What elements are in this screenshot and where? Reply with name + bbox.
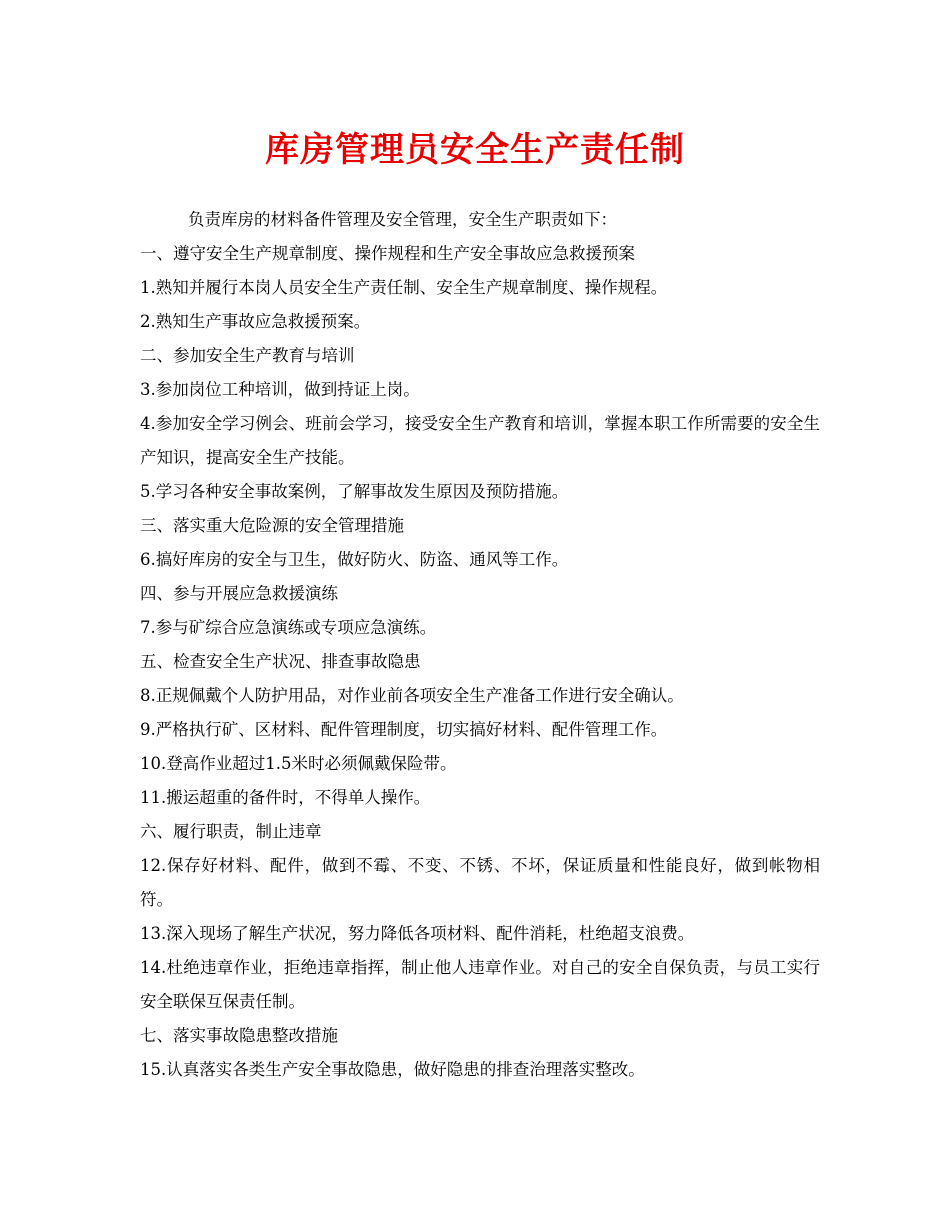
section-heading-2: 二、参加安全生产教育与培训 bbox=[140, 346, 355, 365]
list-item-5: 5.学习各种安全事故案例，了解事故发生原因及预防措施。 bbox=[140, 482, 569, 501]
list-item-11: 11.搬运超重的备件时，不得单人操作。 bbox=[140, 788, 431, 807]
section-heading-4: 四、参与开展应急救援演练 bbox=[140, 584, 338, 603]
list-item-12: 12.保存好材料、配件，做到不霉、不变、不锈、不坏，保证质量和性能良好，做到帐物相符。 bbox=[140, 856, 820, 909]
document-body bbox=[140, 203, 820, 1087]
section-heading-3: 三、落实重大危险源的安全管理措施 bbox=[140, 516, 404, 535]
list-item-8: 8.正规佩戴个人防护用品，对作业前各项安全生产准备工作进行安全确认。 bbox=[140, 686, 684, 705]
list-item-14: 14.杜绝违章作业，拒绝违章指挥，制止他人违章作业。对自己的安全自保负责，与员工实行安全联保互保责任制。 bbox=[140, 958, 820, 1011]
intro-paragraph: 负责库房的材料备件管理及安全管理，安全生产职责如下： bbox=[188, 210, 617, 229]
section-heading-7: 七、落实事故隐患整改措施 bbox=[140, 1026, 338, 1045]
section-heading-6: 六、履行职责，制止违章 bbox=[140, 822, 322, 841]
document-title: 库房管理员安全生产责任制 bbox=[265, 130, 685, 170]
list-item-6: 6.搞好库房的安全与卫生，做好防火、防盗、通风等工作。 bbox=[140, 550, 569, 569]
list-item-1: 1.熟知并履行本岗人员安全生产责任制、安全生产规章制度、操作规程。 bbox=[140, 278, 668, 297]
section-heading-5: 五、检查安全生产状况、排查事故隐患 bbox=[140, 652, 421, 671]
list-item-4: 4.参加安全学习例会、班前会学习，接受安全生产教育和培训，掌握本职工作所需要的安全生产知识，提高安全生产技能。 bbox=[140, 414, 820, 467]
list-item-7: 7.参与矿综合应急演练或专项应急演练。 bbox=[140, 618, 437, 637]
list-item-15: 15.认真落实各类生产安全事故隐患，做好隐患的排查治理落实整改。 bbox=[140, 1060, 645, 1079]
list-item-2: 2.熟知生产事故应急救援预案。 bbox=[140, 312, 371, 331]
list-item-13: 13.深入现场了解生产状况，努力降低各项材料、配件消耗，杜绝超支浪费。 bbox=[140, 924, 695, 943]
list-item-10: 10.登高作业超过1.5米时必须佩戴保险带。 bbox=[140, 754, 457, 773]
list-item-9: 9.严格执行矿、区材料、配件管理制度，切实搞好材料、配件管理工作。 bbox=[140, 720, 668, 739]
list-item-3: 3.参加岗位工种培训，做到持证上岗。 bbox=[140, 380, 420, 399]
section-heading-1: 一、遵守安全生产规章制度、操作规程和生产安全事故应急救援预案 bbox=[140, 244, 635, 263]
